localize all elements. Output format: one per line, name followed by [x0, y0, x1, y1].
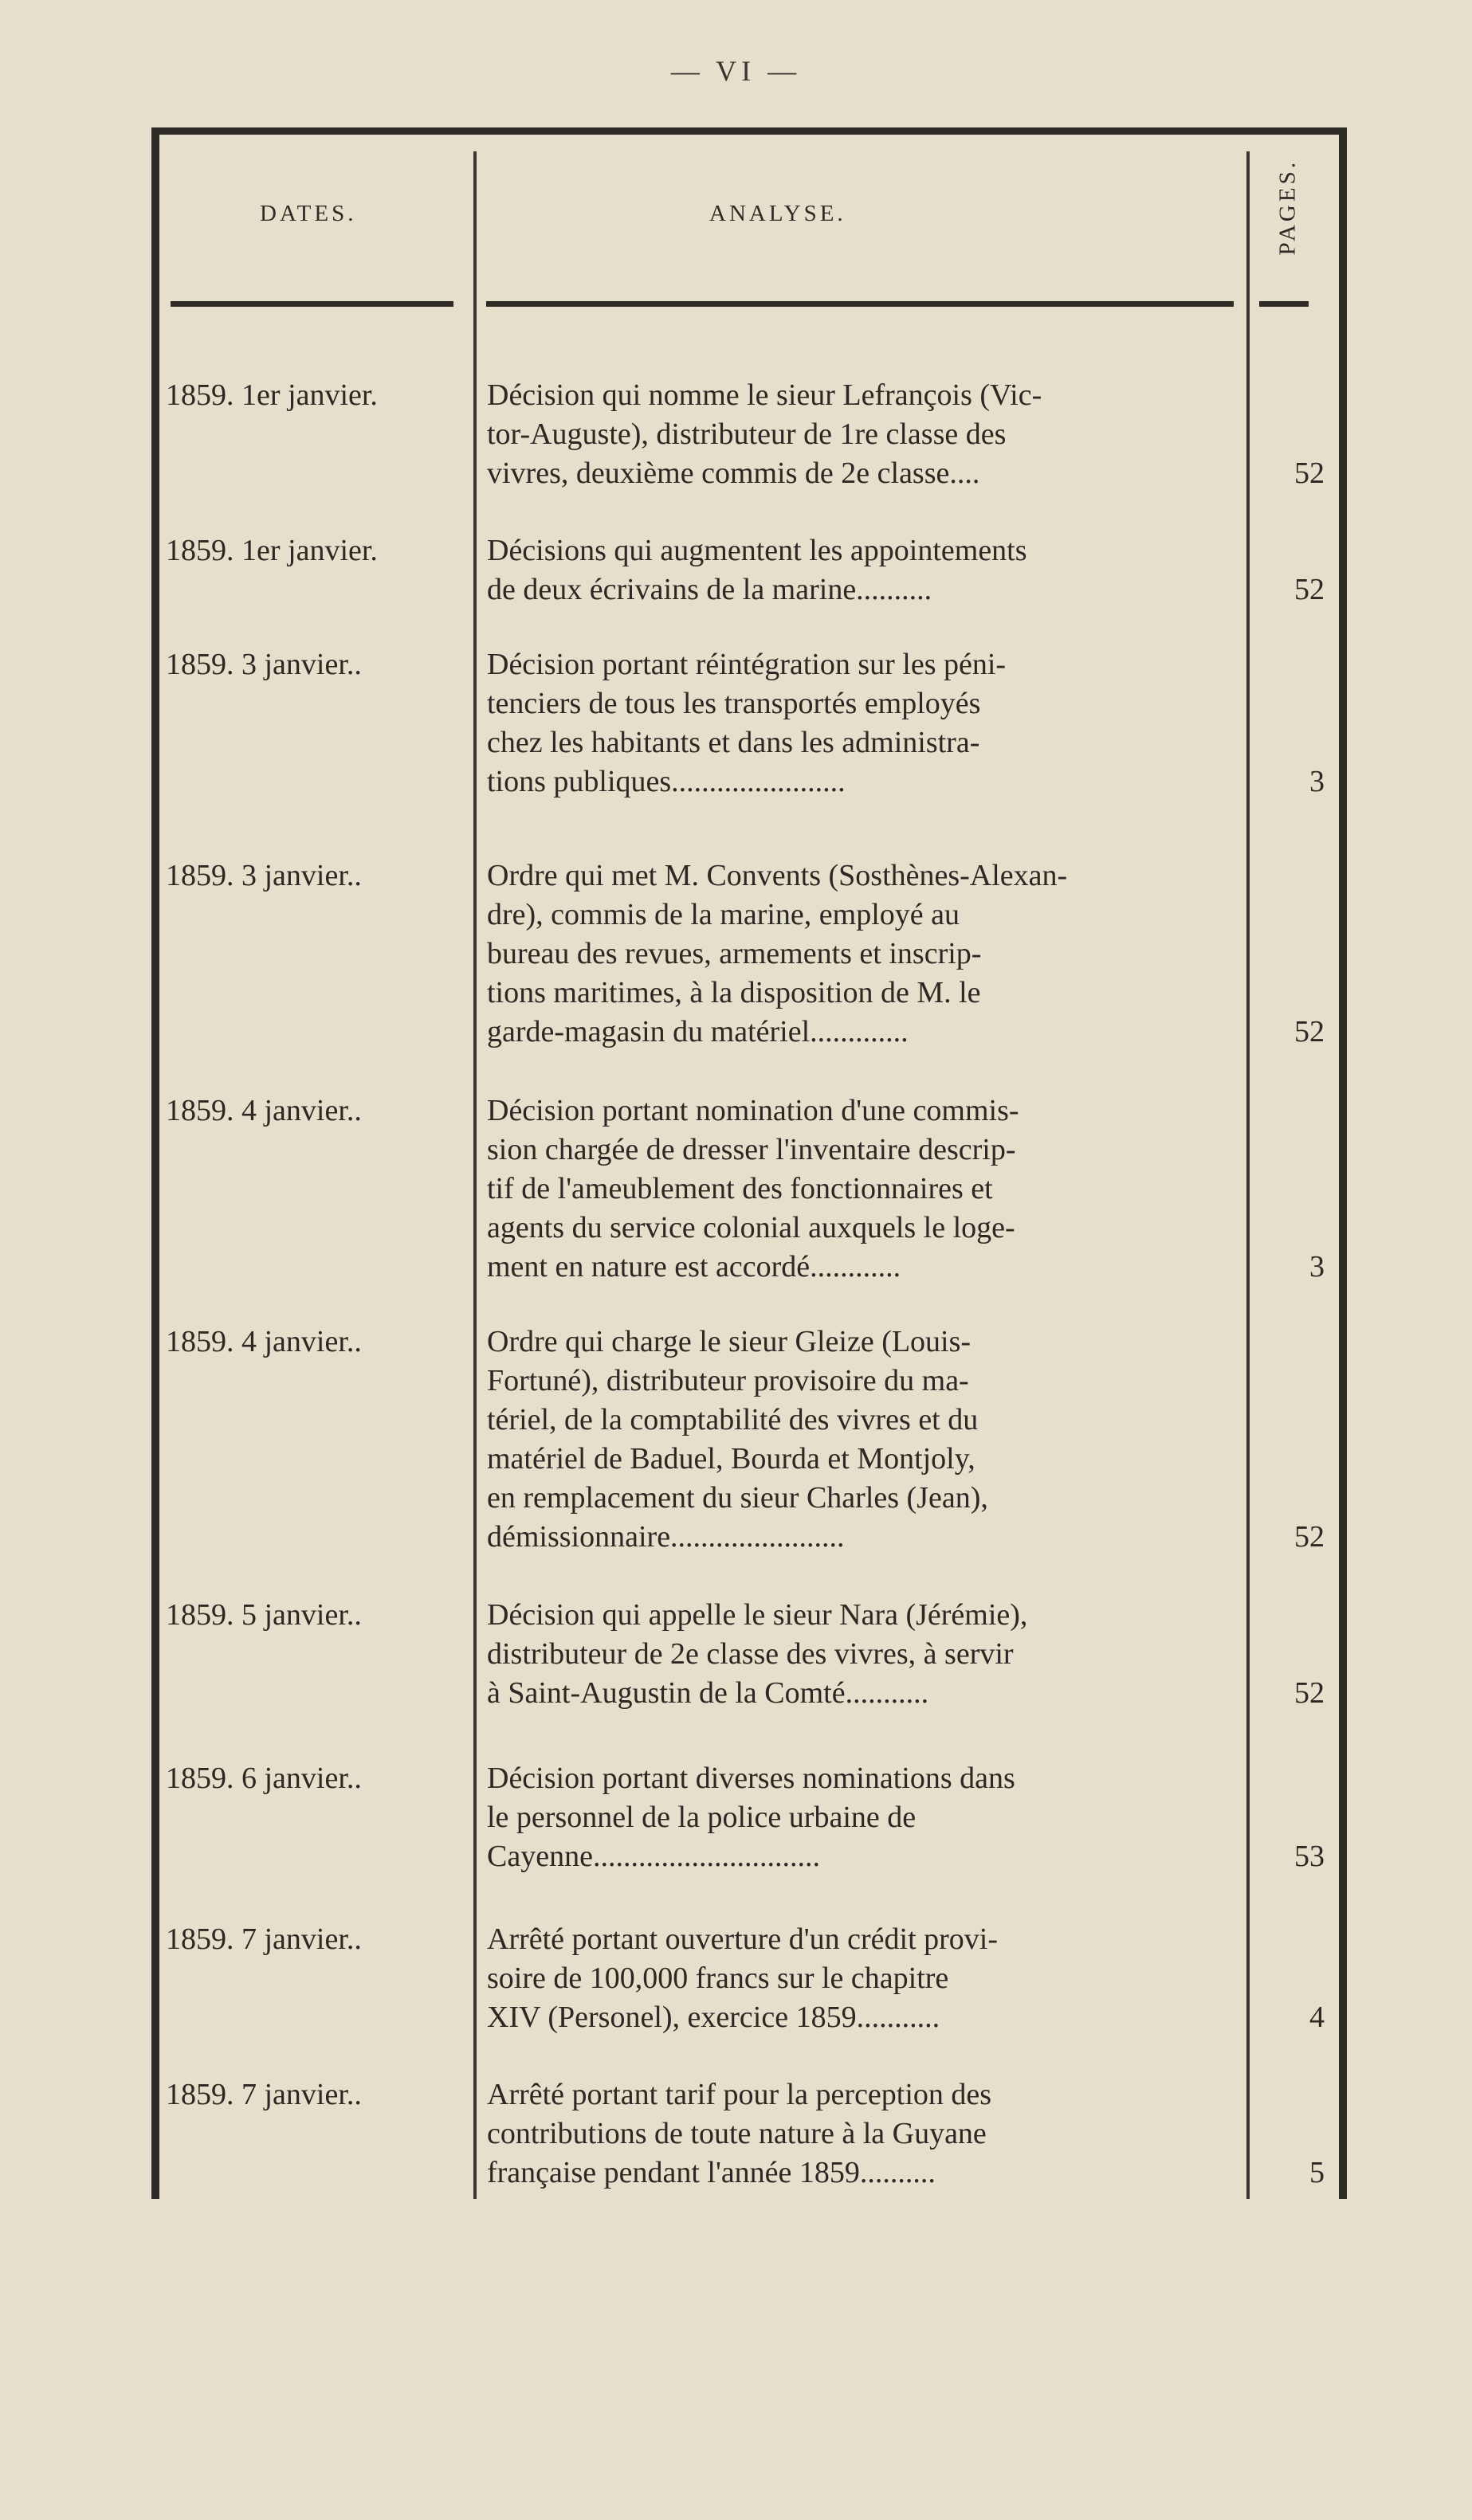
entry-date: 1859. 3 janvier.. [166, 648, 362, 681]
header-rule-pages [1259, 301, 1309, 307]
entry-analysis: Arrêté portant tarif pour la perception des contributions de toute nature à la Guyane française pendant l'année 1859.......... [487, 2078, 992, 2189]
index-table [151, 127, 1347, 2199]
entry-date: 1859. 7 janvier.. [166, 2078, 362, 2111]
entry-page: 3 [1309, 1250, 1325, 1284]
entry-analysis: Décision qui appelle le sieur Nara (Jérémie), distributeur de 2e classe des vivres, à servir à Saint-Augustin de la Comté........... [487, 1598, 1028, 1710]
column-divider-dates [473, 151, 477, 2199]
entry-date: 1859. 1er janvier. [166, 378, 378, 412]
header-rule-analyse [486, 301, 1234, 307]
table-left-border [151, 127, 159, 2199]
column-header-dates: DATES. [260, 201, 357, 226]
entry-page: 5 [1309, 2156, 1325, 2189]
column-header-analyse: ANALYSE. [709, 201, 846, 226]
table-top-border [151, 127, 1347, 135]
entry-date: 1859. 7 janvier.. [166, 1922, 362, 1956]
entry-analysis: Arrêté portant ouverture d'un crédit provi- soire de 100,000 francs sur le chapitre XIV (Personel), exercice 1859........... [487, 1922, 998, 2034]
entry-page: 3 [1309, 765, 1325, 798]
page-number: — VI — [670, 55, 802, 87]
entry-analysis: Décision qui nomme le sieur Lefrançois (Vic- tor-Auguste), distributeur de 1re classe des vivres, deuxième commis de 2e classe.... [487, 378, 1042, 490]
entry-page: 53 [1294, 1840, 1325, 1873]
entry-analysis: Ordre qui met M. Convents (Sosthènes-Alexan- dre), commis de la marine, employé au bureau des revues, armements et inscrip- tions maritimes, à la disposition de M. le garde-magasin du matériel............. [487, 859, 1068, 1048]
entry-date: 1859. 4 janvier.. [166, 1325, 362, 1358]
entry-page: 4 [1309, 2001, 1325, 2034]
entry-page: 52 [1294, 1676, 1325, 1710]
entry-date: 1859. 1er janvier. [166, 534, 378, 567]
entry-date: 1859. 4 janvier.. [166, 1094, 362, 1127]
entry-analysis: Décisions qui augmentent les appointements de deux écrivains de la marine.......... [487, 534, 1027, 606]
entry-page: 52 [1294, 573, 1325, 606]
entry-page: 52 [1294, 1015, 1325, 1048]
entry-page: 52 [1294, 457, 1325, 490]
entry-analysis: Décision portant réintégration sur les péni- tenciers de tous les transportés employés chez les habitants et dans les administra- tions publiques....................... [487, 648, 1007, 798]
entry-analysis: Décision portant diverses nominations dans le personnel de la police urbaine de Cayenne.............................. [487, 1762, 1015, 1873]
entry-date: 1859. 3 janvier.. [166, 859, 362, 892]
column-divider-pages [1246, 151, 1250, 2199]
table-right-border [1339, 127, 1347, 2199]
entry-analysis: Ordre qui charge le sieur Gleize (Louis- Fortuné), distributeur provisoire du ma- tériel, de la comptabilité des vivres et du matériel de Baduel, Bourda et Montjoly, en remplacement du sieur Charles (Jean), démissionnaire....................... [487, 1325, 988, 1554]
entry-date: 1859. 5 janvier.. [166, 1598, 362, 1632]
entry-date: 1859. 6 janvier.. [166, 1762, 362, 1795]
header-rule-dates [171, 301, 453, 307]
entry-page: 52 [1294, 1520, 1325, 1554]
column-header-pages: PAGES. [1274, 159, 1301, 256]
entry-analysis: Décision portant nomination d'une commis- sion chargée de dresser l'inventaire descrip- tif de l'ameublement des fonctionnaires et agents du service colonial auxquels le loge- ment en nature est accordé............ [487, 1094, 1019, 1284]
